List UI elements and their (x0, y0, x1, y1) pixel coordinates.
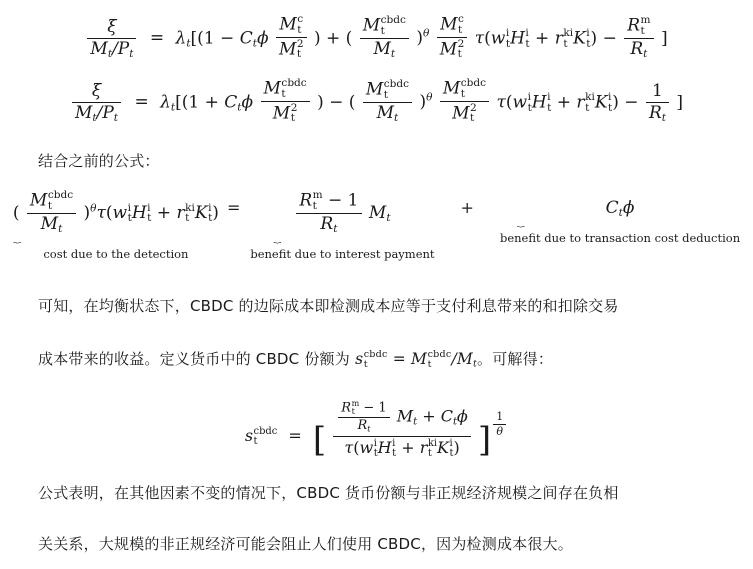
eq3-term-cost: ( M cbdc t $M_t$ )$^\theta$τ(w i t H i t + r ki t K i t ) ⏟ cost due to the detection (12, 189, 219, 262)
paragraph-intro: 结合之前的公式： (38, 152, 160, 170)
eq1-lhs-fraction: $\frac{\xi}{M_t/P_t}$ (87, 18, 136, 61)
eq3-label-interest: benefit due to interest payment (250, 247, 435, 262)
eq3-label-transaction-cost: benefit due to transaction cost deduction (499, 230, 741, 245)
paragraph-body-line2-suffix: 。可解得： (477, 350, 554, 368)
paragraph-conclusion-line2: 关关系，大规模的非正规经济可能会阻止人们使用 CBDC，因为检测成本很大。 (38, 535, 573, 553)
paragraph-body-line2-prefix: 成本带来的收益。定义货币中的 CBDC 份额为 (38, 350, 350, 368)
eq3-equals: = (226, 198, 241, 217)
eq3-term-interest: R m t − 1 $R_t$ $M_t$ ⏟ benefit due to interest payment (250, 189, 435, 262)
paragraph-conclusion-line1: 公式表明，在其他因素不变的情况下，CBDC 货币份额与非正规经济规模之间存在负相 (38, 484, 619, 502)
equation-2: $\frac{\xi}{M_t/P_t}$ = $\lambda_t[(1 + C_t\phi$ M cbdc t M 2 t ) − ( M cbdc t $M_t$ )$^\theta$ M cbdc t M 2 t τ(w i t H i t + r ki t K i t ) − $\frac{1}{R_t}$ ] (0, 78, 753, 125)
equation-3-underbrace (0, 190, 753, 261)
eq3-label-cost: cost due to the detection (43, 247, 189, 262)
eq3-operator-plus: + (460, 198, 474, 217)
equation-4: s cbdc t = [ R m t − 1 $R_t$ $M_t + C_t\phi$ τ(w i t H i t + r ki t K i t ) ] $\frac{1}{\theta}$ (0, 400, 753, 460)
paragraph-body-line2: 成本带来的收益。定义货币中的 CBDC 份额为 s cbdc t = M cbdc t $/M_t$。可解得： (38, 349, 554, 371)
eq2-lhs-fraction: $\frac{\xi}{M_t/P_t}$ (72, 82, 121, 125)
eq3-term-transaction-cost: $C_t\phi$ ⏟ benefit due to transaction cost deduction (499, 198, 741, 245)
equation-1: $\frac{\xi}{M_t/P_t}$ = $\lambda_t[(1 - C_t\phi$ M c t M 2 t ) + ( M cbdc t $M_t$ )$^\theta$ M c t M 2 t τ(w i t H i t + r ki t K i t ) − R m t $R_t$ ] (0, 14, 753, 61)
paragraph-body-line1: 可知，在均衡状态下，CBDC 的边际成本即检测成本应等于支付利息带来的和扣除交易 (38, 297, 619, 315)
